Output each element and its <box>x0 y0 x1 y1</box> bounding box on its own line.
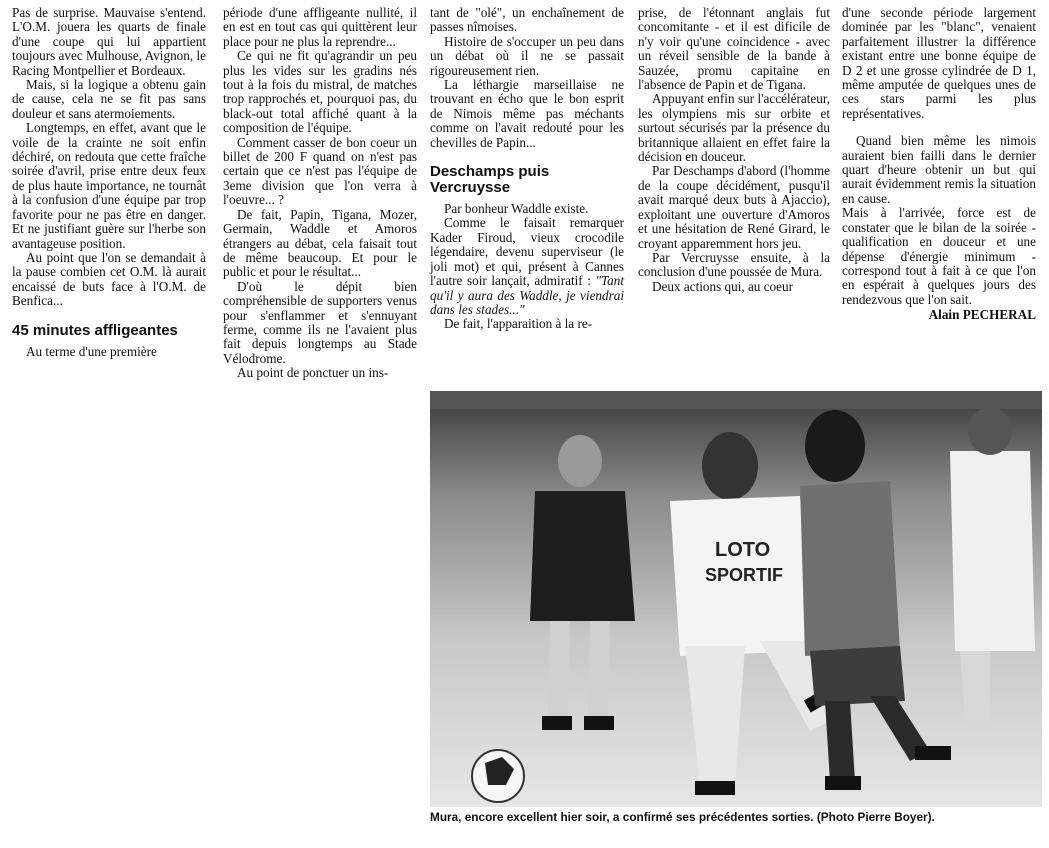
section-heading <box>12 323 206 339</box>
jersey-text-1: LOTO <box>715 539 771 561</box>
paragraph <box>638 6 830 92</box>
text: Histoire de s'occuper un peu dans un débat où il ne se passait rigoureusement rien. <box>430 33 624 78</box>
paragraph <box>638 280 830 294</box>
text: d'une seconde période largement dominée par les "blanc", venaient parfaitement illustrer la différence existant entre une bonne équipe de D 2 et une grosse cylindrée de D 1, même amputée de quelques unes de ces stars parmi les plus représentatives. <box>842 5 1036 121</box>
text: La léthargie marseillaise ne trouvant en écho que le bon esprit de Nimois même pas méchants comme on l'avait redouté pour les chevilles de Papin... <box>430 77 624 150</box>
paragraph <box>430 78 624 150</box>
text: Comment casser de bon coeur un billet de 200 F quand on n'est pas certain que ce n'est pas l'équipe de 3eme division que l'on verra à l'oeuvre... ? <box>223 134 417 208</box>
text: Pas de surprise. Mauvaise s'entend. L'O.M. jouera les quarts de finale d'une coupe qui lui appartient toujours avec Mulhouse, Avignon, le Racing Montpellier et Bordeaux. <box>12 5 206 78</box>
match-photo <box>430 391 1042 807</box>
article-column-5 <box>842 6 1036 323</box>
text: Au point de ponctuer un ins- <box>237 365 389 381</box>
text: Alain PECHERAL <box>928 307 1036 323</box>
paragraph <box>12 121 206 251</box>
author-signature <box>842 308 1036 322</box>
paragraph <box>842 206 1036 307</box>
paragraph <box>430 35 624 78</box>
text: Ce qui ne fit qu'agrandir un peu plus les vides sur les gradins nés tout à la fois du mistral, de matches trop rapprochés et, pourquoi pas, du black-out total affiché quant à la composition de l'équipe. <box>223 48 417 136</box>
match-photo-illustration <box>430 391 1042 807</box>
text: Appuyant enfin sur l'accélérateur, les olympiens mis sur orbite et surtout sécurisés par la présence du britannique allaient en effet faire la décision en douceur. <box>638 91 830 165</box>
paragraph <box>12 78 206 121</box>
text: Par bonheur Waddle existe. <box>444 201 589 217</box>
jersey-text-2: SPORTIF <box>705 565 784 585</box>
text: D'où le dépit bien compréhensible de supporters venus pour s'enflammer et s'ennuyant ferme, comme ils ne l'avaient plus fait depuis longtemps au Stade Vélodrome. <box>223 278 417 366</box>
paragraph <box>430 202 624 216</box>
photo-caption: Mura, encore excellent hier soir, a confirmé ses précédentes sorties. (Photo Pierre Boyer). <box>430 810 935 824</box>
text: Comme le faisait remarquer Kader Firoud, vieux crocodile légendaire, devenu superviseur (le joli mot) et qui, présent à Cannes l'autre soir lançait, admiratif : <box>430 215 624 289</box>
text: Quand bien même les nimois auraient bien failli dans le dernier quart d'heure obtenir un but qui aurait évidemment remis la situation en cause. <box>842 133 1036 206</box>
paragraph <box>430 6 624 35</box>
text: Par Deschamps d'abord (l'homme de la coupe décidément, pusqu'il avait marqué deux buts à Ajaccio), exploitant une ouverture d'Amoros et une hésitation de René Girard, le croyant apparemment hors jeu. <box>638 163 830 251</box>
paragraph <box>638 92 830 164</box>
paragraph <box>12 251 206 309</box>
paragraph <box>223 208 417 280</box>
text: période d'une affligeante nullité, il en est en tout cas qui quittèrent leur place pour ne plus la reprendre... <box>223 5 417 49</box>
article-column-1 <box>12 6 206 359</box>
text: Mais, si la logique a obtenu gain de cause, cela ne se fit pas sans douleur et sans atermoiements. <box>12 77 206 121</box>
paragraph <box>430 216 624 317</box>
text: De fait, l'apparaition à la re- <box>444 316 593 332</box>
text: Deux actions qui, au coeur <box>652 278 793 294</box>
text: Par Vercruysse ensuite, à la conclusion d'une poussée de Mura. <box>638 249 830 280</box>
text: Au point que l'on se demandait à la pause combien cet O.M. là aurait encaissé de buts face à l'O.M. de Benfica... <box>12 249 206 309</box>
paragraph <box>223 280 417 366</box>
paragraph <box>430 317 624 331</box>
text: Deschamps puis Vercruysse <box>430 163 550 197</box>
text: Mais à l'arrivée, force est de constater que le bilan de la soirée -qualification en douceur et une dépense d'énergie minimum - correspond tout à fait à ce que l'on en espérait à quelques jours des rendezvous que l'on sait. <box>842 205 1036 307</box>
article-column-3 <box>430 6 624 332</box>
article-column-2 <box>223 6 417 381</box>
paragraph <box>223 136 417 208</box>
paragraph <box>223 49 417 135</box>
section-heading <box>430 164 624 196</box>
text: prise, de l'étonnant anglais fut concomitante - et il est dificile de n'y voir qu'une coincidence - avec un réveil sensible de la bande à Sauzée, promu capitaine en l'absence de Papin et de Tigana. <box>638 5 830 93</box>
paragraph <box>223 366 417 380</box>
paragraph <box>12 345 206 359</box>
text: tant de "olé", un enchaînement de passes nîmoises. <box>430 5 624 35</box>
paragraph <box>842 134 1036 206</box>
paragraph <box>638 251 830 280</box>
quote: "Tant qu'il y aura des Waddle, je viendrai dans les stades..." <box>430 273 624 317</box>
text: Longtemps, en effet, avant que le voile de la crainte ne soit enfin déchiré, on redouta que cette fraîche soirée d'avril, prise entre deux feux de plus haute importance, ne tournât à la confusion d'une équipe par trop favorite pour ne pas être en danger. Et ne justifiant guère sur l'herbe son avantageuse position. <box>12 120 206 251</box>
text: De fait, Papin, Tigana, Mozer, Germain, Waddle et Amoros étrangers au débat, cela faisait tout de même beaucoup. Et pour le public et pour le résultat... <box>223 206 417 280</box>
paragraph <box>842 6 1036 121</box>
article-column-4 <box>638 6 830 294</box>
text: 45 minutes affligeantes <box>12 321 178 339</box>
paragraph <box>12 6 206 78</box>
paragraph <box>223 6 417 49</box>
paragraph <box>638 164 830 250</box>
text: Au terme d'une première <box>26 343 157 359</box>
